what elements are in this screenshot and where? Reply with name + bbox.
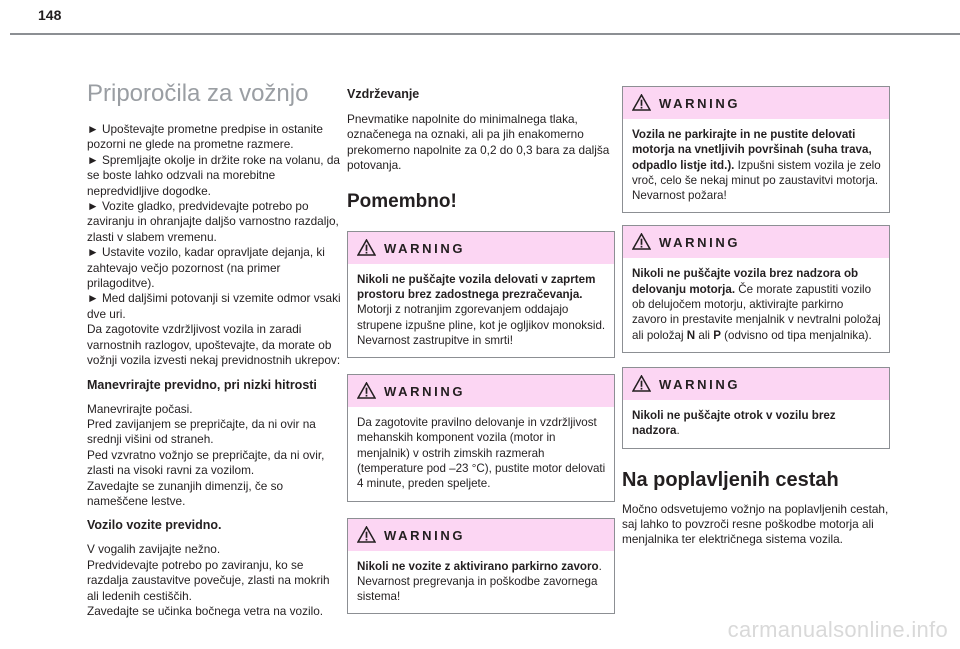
warning-header — [348, 232, 614, 264]
column-left — [87, 80, 343, 619]
warning-triangle-icon — [632, 233, 651, 250]
warning-box — [622, 367, 890, 449]
warning-bold-text: Nikoli ne vozite z aktivirano parkirno zavoro — [357, 559, 599, 573]
warning-triangle-icon — [632, 375, 651, 392]
intro-text: ► Upoštevajte prometne predpise in ostanite pozorni ne glede na prometne razmere. ► Spremljajte okolje in držite roke na volanu, da se boste lahko odzvali na morebitne nepredvidljive dogodke. ► Vozite gladko, predvidevajte potrebo po zaviranju in ohranjajte daljšo varnostno razdaljo, zlasti v slabem vremenu. ► Ustavite vozilo, kadar opravljate dejanja, ki zahtevajo večjo pozornost (na primer prilagoditve). ► Med daljšimi potovanji si vzemite odmor vsaki dve uri. Da zagotovite vzdržljivost vozila in zaradi varnostnih razlogov, upoštevajte, da morate ob vožnji vozila izvesti nekaj previdnostnih ukrepov: — [87, 122, 341, 368]
warning-bold-text: Nikoli ne puščajte otrok v vozilu brez nadzora — [632, 408, 836, 438]
maintenance-heading: Vzdrževanje — [347, 87, 420, 101]
gear-n-label: N — [686, 328, 696, 342]
warning-box — [347, 374, 615, 501]
warning-body-text: (odvisno od tipa menjalnika). — [720, 328, 872, 342]
warning-title: WARNING — [659, 96, 741, 111]
important-heading: Pomembno! — [347, 190, 457, 212]
gear-p-label: P — [713, 328, 721, 342]
warning-body-text: Da zagotovite pravilno delovanje in vzdržljivost mehanskih komponent vozila (motor in menjalnik) v ostrih zimskih razmerah (temperature pod –23 °C), pustite motor delovati 4 minute, preden speljete. — [357, 416, 606, 491]
flood-heading: Na poplavljenih cestah — [622, 468, 839, 491]
warning-text — [348, 264, 614, 357]
warning-box — [622, 86, 890, 213]
warning-bold-text: Nikoli ne puščajte vozila delovati v zaprtem prostoru brez zadostnega prezračevanja. — [357, 272, 596, 301]
top-divider — [10, 33, 960, 35]
warning-header — [348, 375, 614, 407]
watermark: carmanualsonline.info — [727, 617, 948, 642]
warning-triangle-icon — [632, 94, 651, 111]
warning-title: WARNING — [384, 384, 466, 400]
warning-header — [623, 87, 889, 119]
maintenance-text: Pnevmatike napolnite do minimalnega tlaka, označenega na oznaki, ali pa jih enakomerno prekomerno napolnite za 0,2 do 0,3 bara za daljša potovanja. — [347, 112, 610, 173]
warning-box — [622, 225, 890, 352]
warning-bold-text: Vozila ne parkirajte in ne pustite delovati motorja na vnetljivih površinah (suha trava, odpadlo listje itd.). — [632, 128, 872, 172]
warning-body-text: Če morate zapustiti vozilo ob delujočem motorju, aktivirajte parkirno zavoro in prestavite menjalnik v nevtralni položaj ali položaj — [632, 282, 881, 342]
section-heading-maneuver: Manevrirajte previdno, pri nizki hitrosti — [87, 377, 317, 392]
warning-header — [623, 368, 889, 400]
warning-body-text: ali — [695, 328, 714, 342]
warning-text — [348, 407, 614, 500]
warning-title: WARNING — [659, 376, 741, 392]
page-number: 148 — [38, 7, 62, 23]
warning-header — [623, 226, 889, 258]
warning-title: WARNING — [384, 527, 466, 543]
warning-text — [623, 119, 889, 212]
warning-box — [347, 518, 615, 615]
page-title: Priporočila za vožnjo — [87, 80, 309, 107]
warning-text — [623, 400, 889, 448]
warning-body-text: . Nevarnost pregrevanja in poškodbe zavornega sistema! — [357, 559, 602, 604]
warning-box — [347, 231, 615, 358]
column-right — [622, 86, 890, 548]
section-text-maneuver: Manevrirajte počasi. Pred zavijanjem se prepričajte, da ni ovir na srednji višini od straneh. Ped vzvratno vožnjo se prepričajte, da ni ovir, zlasti na visoki ravni za vozilom. Zavedajte se zunanjih dimenzij, če so nameščene lestve. — [87, 401, 325, 508]
warning-body-text: Motorji z notranjim zgorevanjem oddajajo strupene izpušne pline, kot je ogljikov monoksid. Nevarnost zastrupitve in smrti! — [357, 303, 606, 347]
warning-triangle-icon — [357, 382, 376, 399]
warning-header — [348, 519, 614, 551]
warning-triangle-icon — [357, 526, 376, 543]
warning-triangle-icon — [357, 239, 376, 256]
warning-body-text: Izpušni sistem vozila je zelo vroč, celo še nekaj minut po zaustavitvi motorja. Nevarnost požara! — [632, 158, 881, 203]
warning-bold-text: Nikoli ne puščajte vozila brez nadzora ob delovanju motorja. — [632, 267, 859, 296]
warning-text — [623, 258, 889, 351]
warning-body-text: . — [676, 424, 680, 438]
warning-title: WARNING — [384, 240, 466, 256]
column-middle — [347, 80, 615, 614]
warning-title: WARNING — [659, 235, 741, 251]
section-heading-drive: Vozilo vozite previdno. — [87, 518, 222, 533]
warning-text — [348, 551, 614, 614]
flood-text: Močno odsvetujemo vožnjo na poplavljenih cestah, saj lahko to povzroči resne poškodbe motorja ali menjalnika ter električnega sistema vozila. — [622, 501, 889, 547]
section-text-drive: V vogalih zavijajte nežno. Predvidevajte potrebo po zaviranju, ko se razdalja zaustavitve povečuje, zlasti na mokrih ali ledenih cestiščih. Zavedajte se učinka bočnega vetra na vozilo. — [87, 542, 330, 618]
